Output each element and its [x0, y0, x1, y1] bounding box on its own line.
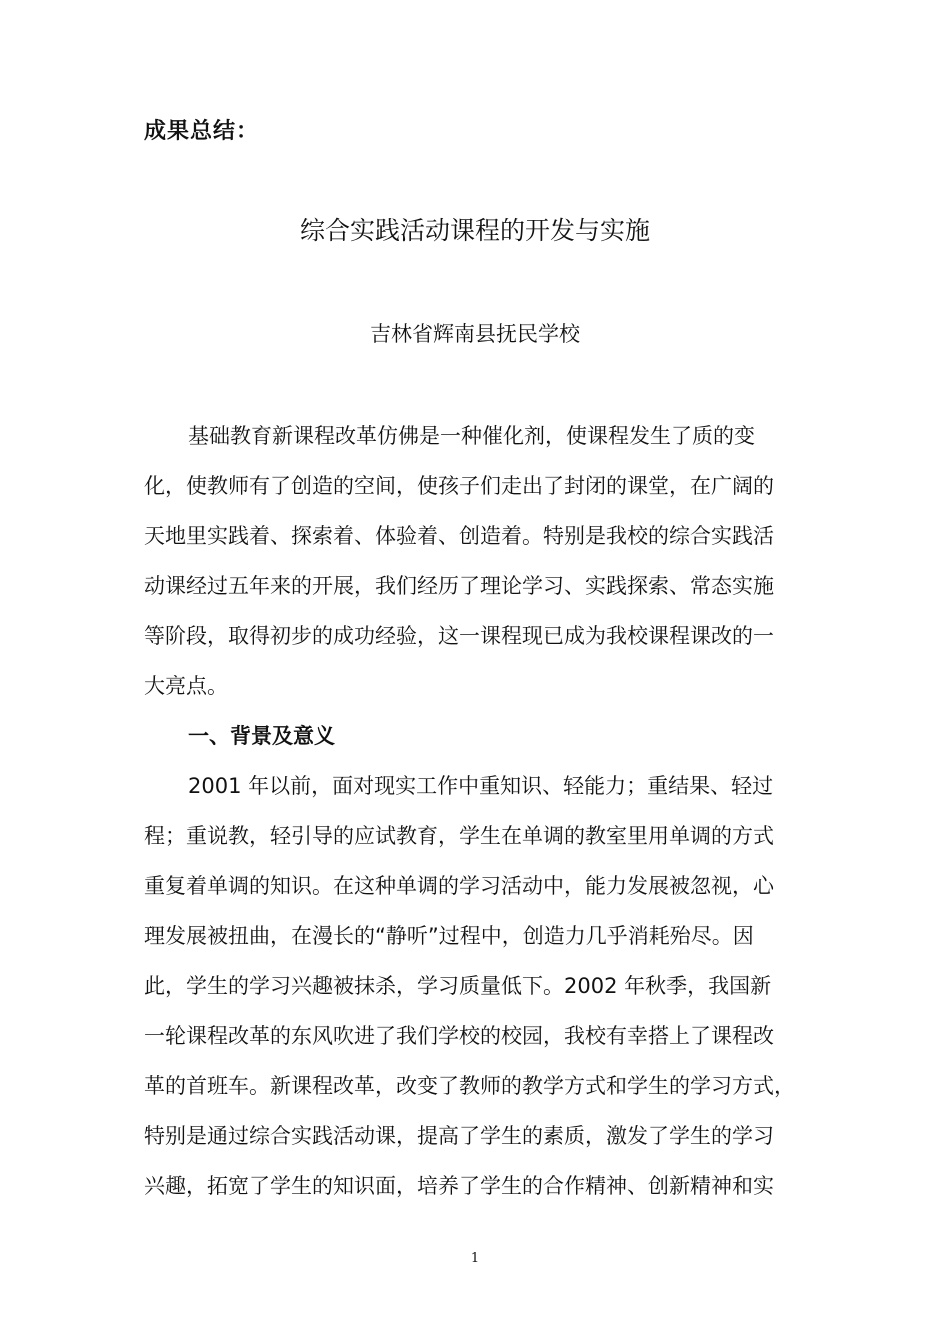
body-text [144, 411, 808, 1211]
section-heading: 一、背景及意义 [188, 724, 335, 748]
section-line: 一轮课程改革的东风吹进了我们学校的校园，我校有幸搭上了课程改 [144, 1024, 774, 1048]
intro-line: 等阶段，取得初步的成功经验，这一课程现已成为我校课程课改的一 [144, 624, 774, 648]
intro-line: 动课经过五年来的开展，我们经历了理论学习、实践探索、常态实施 [144, 574, 774, 598]
section-line: 2001 年以前，面对现实工作中重知识、轻能力；重结果、轻过 [188, 774, 774, 798]
section-line: 兴趣，拓宽了学生的知识面，培养了学生的合作精神、创新精神和实 [144, 1174, 774, 1198]
section-line: 重复着单调的知识。在这种单调的学习活动中，能力发展被忽视，心 [144, 874, 774, 898]
section-line: 此，学生的学习兴趣被抹杀，学习质量低下。2002 年秋季，我国新 [144, 974, 772, 998]
intro-line: 基础教育新课程改革仿佛是一种催化剂，使课程发生了质的变 [188, 424, 755, 448]
section-line: 程；重说教，轻引导的应试教育，学生在单调的教室里用单调的方式 [144, 824, 774, 848]
summary-label: 成果总结： [144, 119, 260, 144]
intro-line: 大亮点。 [144, 674, 228, 698]
document-title: 综合实践活动课程的开发与实施 [299, 216, 650, 245]
page-number: 1 [470, 1251, 480, 1266]
intro-line: 化，使教师有了创造的空间，使孩子们走出了封闭的课堂，在广阔的 [144, 474, 774, 498]
section-line: 理发展被扭曲，在漫长的“静听”过程中，创造力几乎消耗殆尽。因 [144, 924, 754, 948]
school-name: 吉林省辉南县抚民学校 [370, 322, 580, 346]
section-line: 革的首班车。新课程改革，改变了教师的教学方式和学生的学习方式， [144, 1074, 795, 1098]
section-line: 特别是通过综合实践活动课，提高了学生的素质，激发了学生的学习 [144, 1124, 774, 1148]
intro-line: 天地里实践着、探索着、体验着、创造着。特别是我校的综合实践活 [144, 524, 774, 548]
